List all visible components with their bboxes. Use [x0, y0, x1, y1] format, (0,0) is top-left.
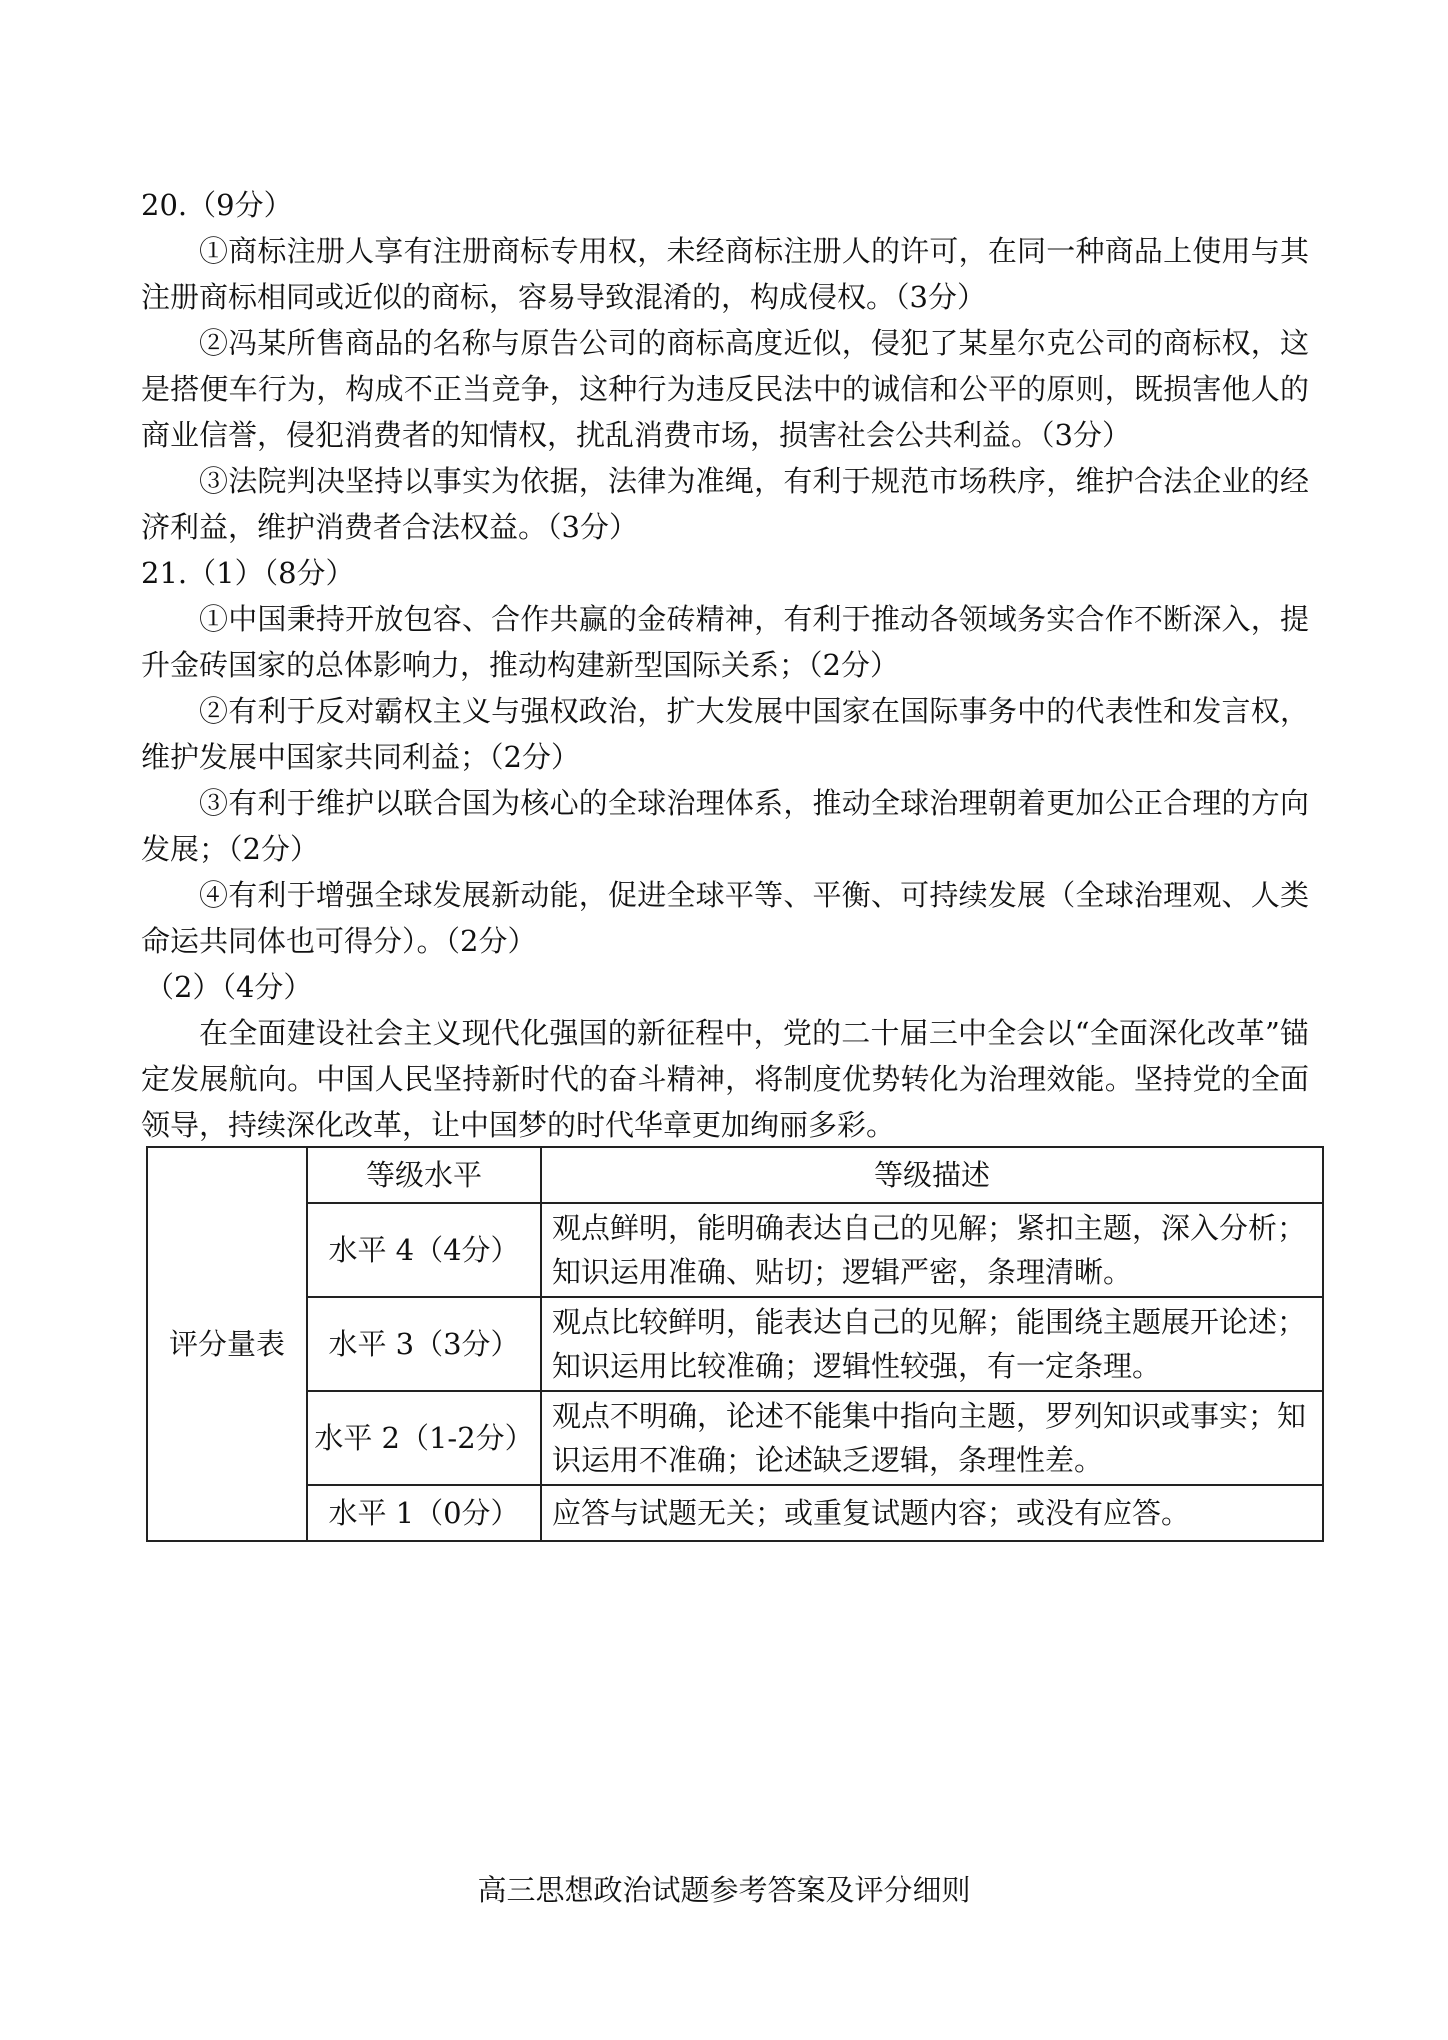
- scoring-rubric-table: [146, 1146, 1324, 1542]
- question-21-point-2: ②有利于反对霸权主义与强权政治，扩大发展中国家在国际事务中的代表性和发言权，维护发展中国家共同利益；（2分）: [141, 694, 1309, 774]
- rubric-description-cell: 观点鲜明，能明确表达自己的见解；紧扣主题，深入分析；知识运用准确、贴切；逻辑严密，条理清晰。: [541, 1203, 1323, 1297]
- rubric-row: [147, 1297, 1323, 1391]
- rubric-level-cell: 水平 3（3分）: [307, 1297, 541, 1391]
- rubric-header-row: [147, 1147, 1323, 1203]
- rubric-row: [147, 1203, 1323, 1297]
- rubric-level-cell: 水平 4（4分）: [307, 1203, 541, 1297]
- rubric-level-cell: 水平 2（1-2分）: [307, 1391, 541, 1485]
- question-21-sample-answer: 在全面建设社会主义现代化强国的新征程中，党的二十届三中全会以“全面深化改革”锚定发展航向。中国人民坚持新时代的奋斗精神，将制度优势转化为治理效能。坚持党的全面领导，持续深化改革，让中国梦的时代华章更加绚丽多彩。: [141, 1016, 1309, 1142]
- question-21-point-4: ④有利于增强全球发展新动能，促进全球平等、平衡、可持续发展（全球治理观、人类命运共同体也可得分）。（2分）: [141, 878, 1309, 958]
- question-21-point-1: ①中国秉持开放包容、合作共赢的金砖精神，有利于推动各领域务实合作不断深入，提升金砖国家的总体影响力，推动构建新型国际关系；（2分）: [141, 602, 1309, 682]
- rubric-level-header: 等级水平: [307, 1147, 541, 1203]
- question-20-point-3: ③法院判决坚持以事实为依据，法律为准绳，有利于规范市场秩序，维护合法企业的经济利益，维护消费者合法权益。（3分）: [141, 464, 1309, 544]
- rubric-description-cell: 观点比较鲜明，能表达自己的见解；能围绕主题展开论述；知识运用比较准确；逻辑性较强，有一定条理。: [541, 1297, 1323, 1391]
- rubric-row: [147, 1485, 1323, 1541]
- page-footer: 高三思想政治试题参考答案及评分细则: [477, 1873, 971, 1907]
- rubric-description-header: 等级描述: [541, 1147, 1323, 1203]
- question-21-part-1-heading: 21.（1）（8分）: [141, 556, 355, 590]
- rubric-description-cell: 应答与试题无关；或重复试题内容；或没有应答。: [541, 1485, 1323, 1541]
- question-21-part-2-heading: （2）（4分）: [145, 970, 313, 1004]
- rubric-level-cell: 水平 1（0分）: [307, 1485, 541, 1541]
- question-20-point-2: ②冯某所售商品的名称与原告公司的商标高度近似，侵犯了某星尔克公司的商标权，这是搭便车行为，构成不正当竞争，这种行为违反民法中的诚信和公平的原则，既损害他人的商业信誉，侵犯消费者的知情权，扰乱消费市场，损害社会公共利益。（3分）: [141, 326, 1309, 452]
- rubric-row: [147, 1391, 1323, 1485]
- rubric-title-cell: 评分量表: [147, 1147, 307, 1541]
- answer-content: [141, 182, 1309, 1148]
- question-20-point-1: ①商标注册人享有注册商标专用权，未经商标注册人的许可，在同一种商品上使用与其注册商标相同或近似的商标，容易导致混淆的，构成侵权。（3分）: [141, 234, 1309, 314]
- rubric-description-cell: 观点不明确，论述不能集中指向主题，罗列知识或事实；知识运用不准确；论述缺乏逻辑，条理性差。: [541, 1391, 1323, 1485]
- question-21-point-3: ③有利于维护以联合国为核心的全球治理体系，推动全球治理朝着更加公正合理的方向发展；（2分）: [141, 786, 1309, 866]
- question-20-heading: 20.（9分）: [141, 188, 293, 222]
